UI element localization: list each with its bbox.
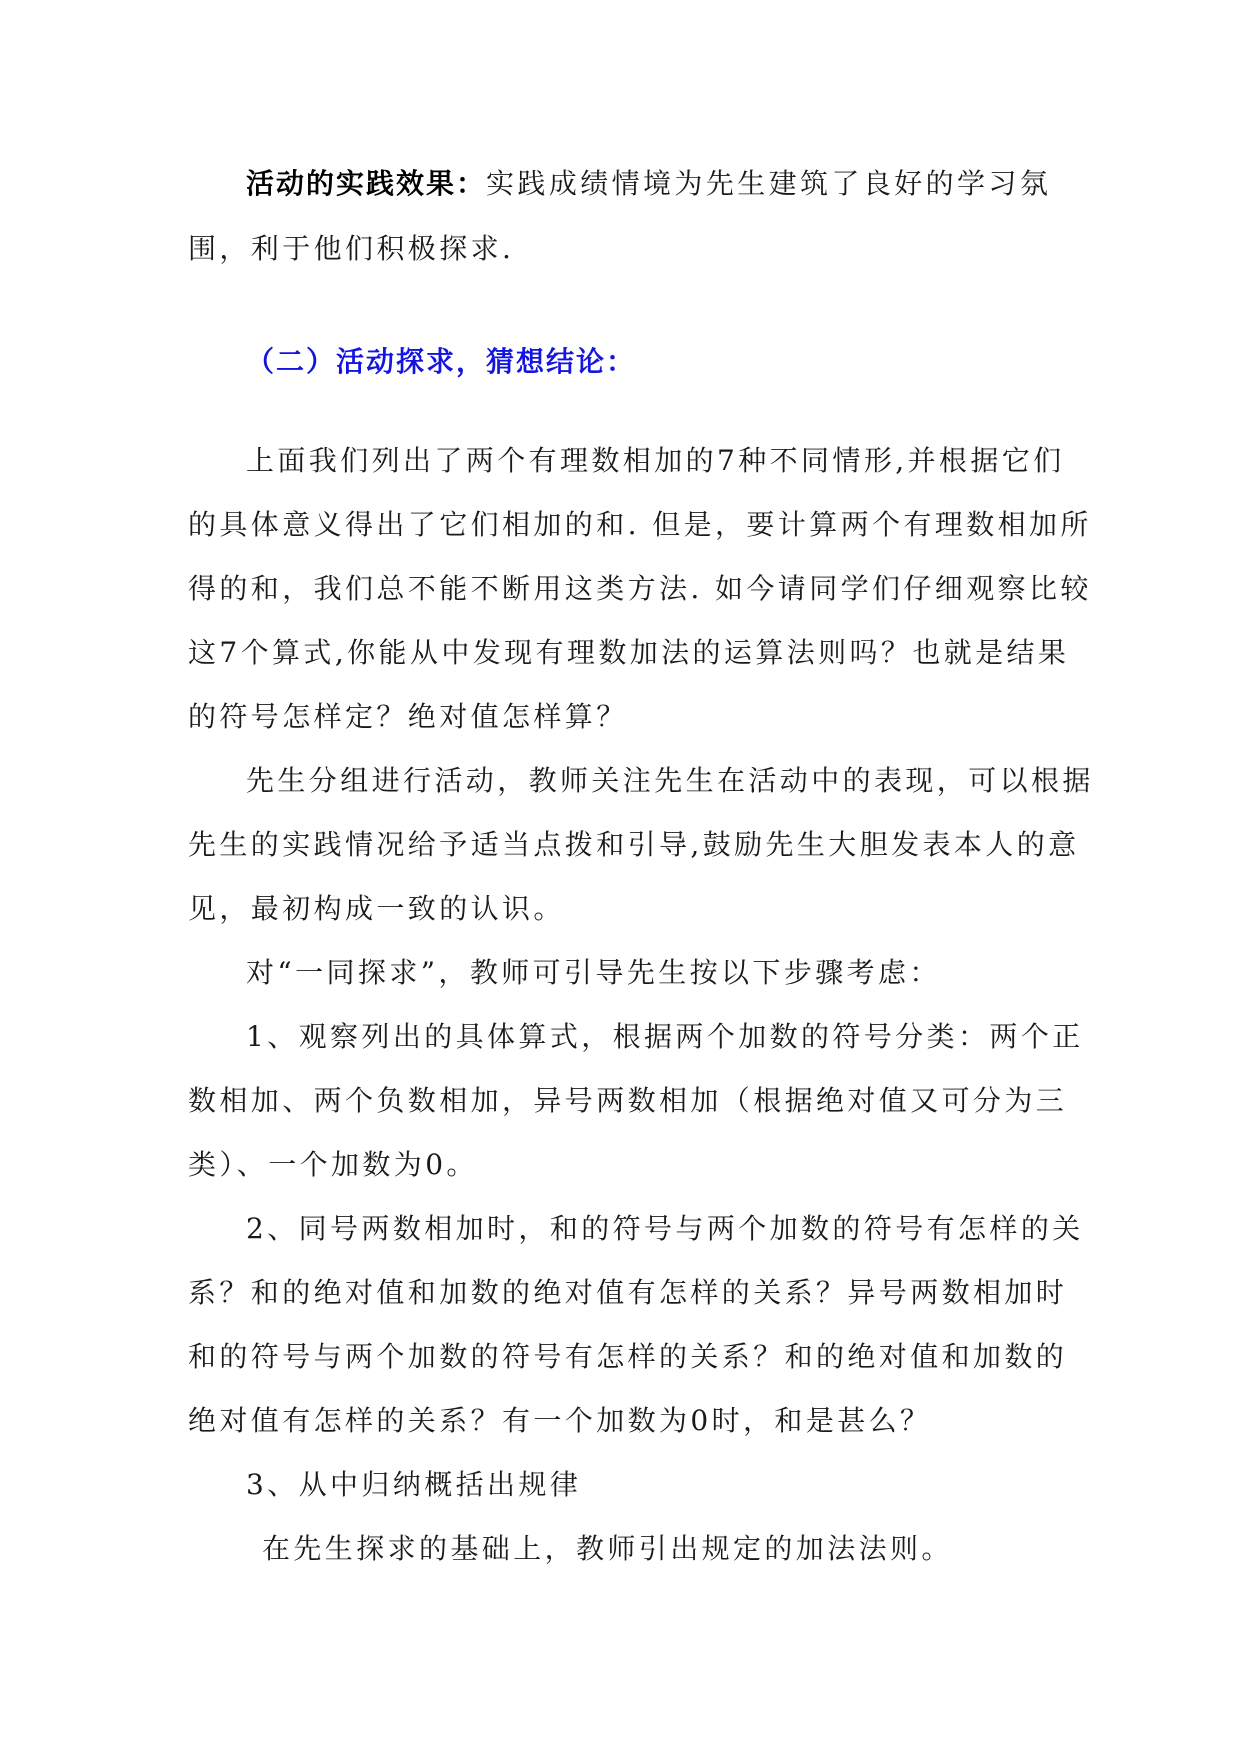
paragraph3: 对“一同探求”，教师可引导先生按以下步骤考虑： (246, 956, 941, 989)
practice-effect-label: 活动的实践效果： (246, 167, 487, 200)
practice-effect-line-1 (246, 164, 1076, 204)
closing-line: 在先生探求的基础上，教师引出规定的加法法则。 (262, 1532, 953, 1565)
paragraph2-line-1: 先生分组进行活动，教师关注先生在活动中的表现，可以根据 (246, 764, 1094, 797)
step2-line-1: 2、同号两数相加时，和的符号与两个加数的符号有怎样的关 (246, 1212, 1084, 1245)
practice-effect-text: 实践成绩情境为先生建筑了良好的学习氛 (486, 167, 1052, 200)
section-heading: （二）活动探求，猜想结论： (246, 345, 637, 378)
step2-line-4: 绝对值有怎样的关系？有一个加数为0时，和是甚么？ (188, 1404, 932, 1437)
step1-line-1: 1、观察列出的具体算式，根据两个加数的符号分类：两个正 (246, 1020, 1084, 1053)
practice-effect-line-2: 围，利于他们积极探求. (188, 232, 515, 265)
step1-line-2: 数相加、两个负数相加，异号两数相加（根据绝对值又可分为三 (188, 1084, 1068, 1117)
paragraph1-line-5: 的符号怎样定？绝对值怎样算？ (188, 700, 628, 733)
paragraph1-line-3: 得的和，我们总不能不断用这类方法. 如今请同学们仔细观察比较 (188, 572, 1092, 605)
step2-line-3: 和的符号与两个加数的符号有怎样的关系？和的绝对值和加数的 (188, 1340, 1068, 1373)
paragraph2-line-3: 见，最初构成一致的认识。 (188, 892, 565, 925)
step1-line-3: 类）、一个加数为0。 (188, 1148, 478, 1181)
step3: 3、从中归纳概括出规律 (246, 1468, 582, 1501)
paragraph2-line-2: 先生的实践情况给予适当点拨和引导,鼓励先生大胆发表本人的意 (188, 828, 1080, 861)
paragraph1-line-1: 上面我们列出了两个有理数相加的7种不同情形,并根据它们 (246, 444, 1065, 477)
paragraph1-line-4: 这7个算式,你能从中发现有理数加法的运算法则吗？也就是结果 (188, 636, 1070, 669)
paragraph1-line-2: 的具体意义得出了它们相加的和. 但是，要计算两个有理数相加所 (188, 508, 1092, 541)
step2-line-2: 系？和的绝对值和加数的绝对值有怎样的关系？异号两数相加时 (188, 1276, 1068, 1309)
